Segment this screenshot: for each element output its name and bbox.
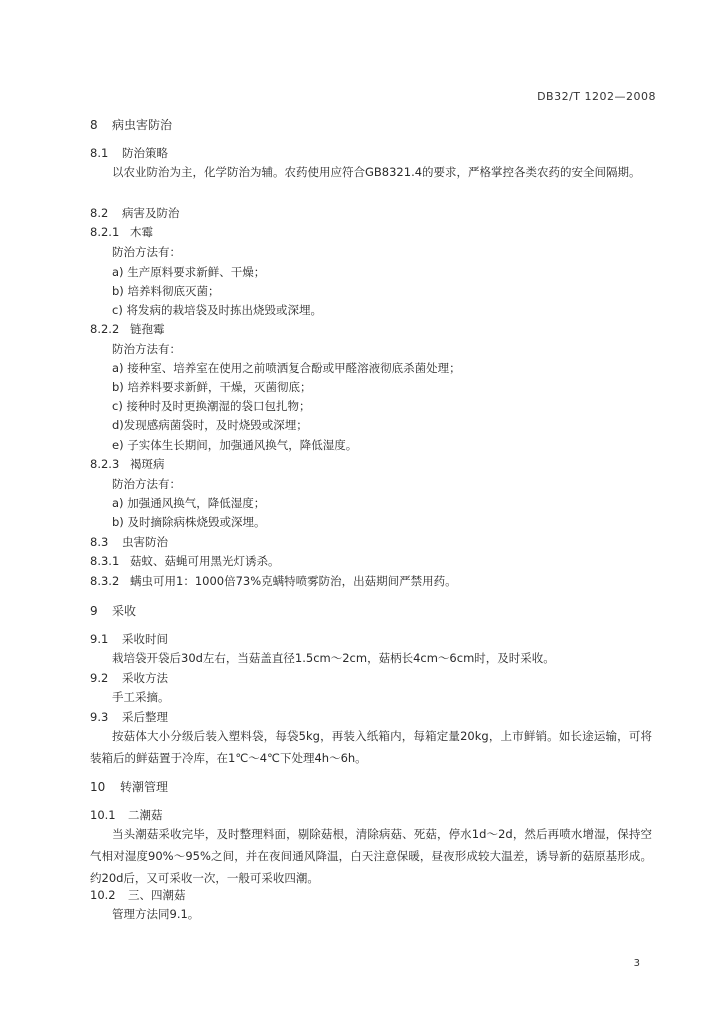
section-8-2-3-intro: 防治方法有： <box>112 477 181 491</box>
section-number: 8.2.3 <box>90 457 120 471</box>
section-8-2-3-heading <box>90 457 724 471</box>
section-number: 8.2.2 <box>90 322 120 336</box>
section-8-2-heading <box>90 206 724 220</box>
section-title: 采后整理 <box>122 710 168 724</box>
section-title: 二潮菇 <box>128 808 163 822</box>
section-number: 10 <box>90 780 106 794</box>
section-title: 链孢霉 <box>130 322 165 336</box>
section-title: 木霉 <box>130 225 153 239</box>
section-number: 8.3.2 <box>90 574 120 588</box>
section-8-1-paragraph: 以农业防治为主，化学防治为辅。农药使用应符合GB8321.4的要求，严格掌控各类农药的安全间隔期。 <box>112 165 641 179</box>
list-item: b) 及时摘除病株烧毁或深埋。 <box>112 515 266 529</box>
section-number: 8.2.1 <box>90 225 120 239</box>
section-9-1-heading <box>90 632 724 646</box>
section-10-1-heading <box>90 808 724 822</box>
section-number: 9.1 <box>90 632 109 646</box>
section-10-1-paragraph: 当头潮菇采收完毕，及时整理料面，剔除菇根，清除病菇、死菇，停水1d～2d，然后再喷水增湿，保持空气相对湿度90%～95%之间，并在夜间通风降温，白天注意保暖，昼夜形成较大温差，诱导新的菇原基形成。约20d后，又可采收一次，一般可采收四潮。 <box>90 827 652 885</box>
section-9-3-paragraph: 按菇体大小分级后装入塑料袋，每袋5kg，再装入纸箱内，每箱定量20kg，上市鲜销。如长途运输，可将装箱后的鲜菇置于冷库，在1℃～4℃下处理4h～6h。 <box>90 729 652 765</box>
section-8-2-1-heading <box>90 225 724 239</box>
section-number: 8.3.1 <box>90 554 120 568</box>
section-title: 虫害防治 <box>122 535 168 549</box>
section-9-3-heading <box>90 710 724 724</box>
section-title: 病害及防治 <box>122 206 180 220</box>
section-8-2-1-intro: 防治方法有： <box>112 245 181 259</box>
section-8-3-1 <box>90 554 724 568</box>
list-item: b) 培养料要求新鲜，干燥，灭菌彻底； <box>112 380 312 394</box>
section-text: 螨虫可用1：1000倍73%克螨特喷雾防治，出菇期间严禁用药。 <box>130 574 457 588</box>
list-item: c) 将发病的栽培袋及时拣出烧毁或深埋。 <box>112 303 322 317</box>
standard-code: DB32/T 1202—2008 <box>537 90 656 103</box>
page-number: 3 <box>633 958 640 969</box>
section-title: 褐斑病 <box>130 457 165 471</box>
list-item: c) 接种时及时更换潮湿的袋口包扎物； <box>112 399 311 413</box>
section-8-heading <box>90 118 724 132</box>
section-9-2-heading <box>90 671 724 685</box>
section-10-2-paragraph: 管理方法同9.1。 <box>112 907 200 921</box>
section-title: 采收方法 <box>122 671 168 685</box>
section-title: 采收时间 <box>122 632 168 646</box>
list-item: e) 子实体生长期间，加强通风换气，降低湿度。 <box>112 438 358 452</box>
section-number: 9.3 <box>90 710 109 724</box>
list-item: a) 生产原料要求新鲜、干燥； <box>112 265 266 279</box>
section-9-2-paragraph: 手工采摘。 <box>112 690 170 704</box>
list-item: b) 培养料彻底灭菌； <box>112 284 220 298</box>
section-number: 9.2 <box>90 671 109 685</box>
section-title: 三、四潮菇 <box>128 888 186 902</box>
section-9-heading <box>90 604 724 618</box>
section-9-1-paragraph: 栽培袋开袋后30d左右，当菇盖直径1.5cm～2cm，菇柄长4cm～6cm时，及时采收。 <box>112 651 555 665</box>
section-10-2-heading <box>90 888 724 902</box>
list-item: a) 接种室、培养室在使用之前喷洒复合酚或甲醛溶液彻底杀菌处理； <box>112 361 461 375</box>
section-8-2-2-heading <box>90 322 724 336</box>
section-number: 8 <box>90 118 98 132</box>
section-10-heading <box>90 780 724 794</box>
section-8-3-2 <box>90 574 724 588</box>
section-title: 病虫害防治 <box>112 118 173 132</box>
section-number: 9 <box>90 604 98 618</box>
section-title: 防治策略 <box>122 146 168 160</box>
section-8-3-heading <box>90 535 724 549</box>
section-title: 采收 <box>112 604 137 618</box>
section-number: 8.1 <box>90 146 109 160</box>
section-title: 转潮管理 <box>120 780 169 794</box>
section-text: 菇蚊、菇蝇可用黑光灯诱杀。 <box>130 554 280 568</box>
list-item: d)发现感病菌袋时，及时烧毁或深埋； <box>112 418 308 432</box>
section-number: 8.2 <box>90 206 109 220</box>
list-item: a) 加强通风换气，降低湿度； <box>112 496 266 510</box>
section-8-2-2-intro: 防治方法有： <box>112 342 181 356</box>
section-number: 8.3 <box>90 535 109 549</box>
section-8-1-heading <box>90 146 724 160</box>
section-number: 10.1 <box>90 808 116 822</box>
section-number: 10.2 <box>90 888 116 902</box>
